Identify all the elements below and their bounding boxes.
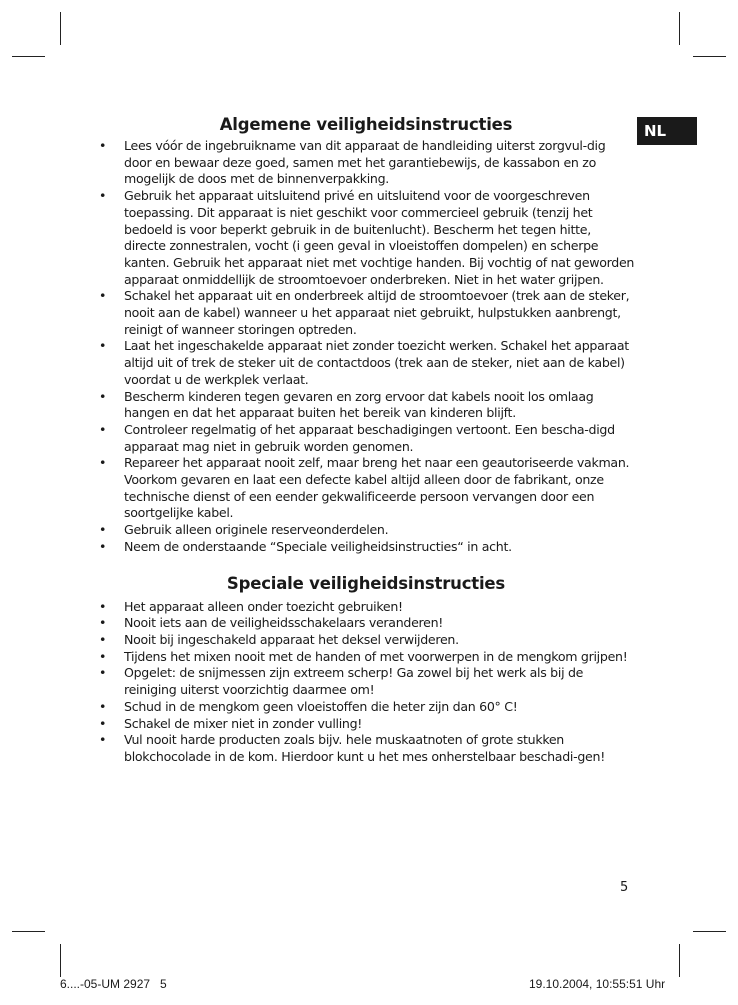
list-item-text: Nooit bij ingeschakeld apparaat het deksel verwijderen. — [124, 631, 459, 647]
list-item — [96, 599, 636, 616]
bullet-icon: • — [99, 732, 107, 748]
crop-mark — [693, 56, 726, 57]
general-safety-list — [96, 138, 636, 556]
footer-file-info: 6....-05-UM 2927 5 — [60, 977, 167, 991]
list-item — [96, 338, 636, 388]
list-item-text: Lees vóór de ingebruikname van dit apparaat de handleiding uiterst zorgvul-dig door en bewaar deze goed, samen met het garantiebewijs, de kassabon en zo mogelijk de doos met de binnenverpakking. — [124, 138, 606, 187]
page-content — [96, 113, 636, 766]
crop-mark — [12, 931, 45, 932]
footer-timestamp: 19.10.2004, 10:55:51 Uhr — [529, 977, 666, 991]
list-item-text: Schakel de mixer niet in zonder vulling! — [124, 715, 363, 731]
list-item-text: Laat het ingeschakelde apparaat niet zonder toezicht werken. Schakel het apparaat altijd uit of trek de steker uit de contactdoos (trek aan de steker, niet aan de kabel) voordat u de werkplek verlaat. — [124, 338, 629, 387]
bullet-icon: • — [99, 138, 107, 153]
list-item-text: Bescherm kinderen tegen gevaren en zorg ervoor dat kabels nooit los omlaag hangen en dat het apparaat buiten het bereik van kinderen blijft. — [124, 388, 594, 421]
bullet-icon: • — [99, 338, 107, 354]
list-item — [96, 188, 636, 288]
general-safety-heading: Algemene veiligheidsinstructies — [219, 115, 513, 134]
bullet-icon: • — [99, 648, 107, 664]
list-item — [96, 288, 636, 338]
bullet-icon: • — [99, 615, 107, 631]
list-item-text: Nooit iets aan de veiligheidsschakelaars veranderen! — [124, 615, 444, 631]
list-item — [96, 455, 636, 522]
bullet-icon: • — [99, 698, 107, 714]
list-item-text: Gebruik alleen originele reserveonderdelen. — [124, 522, 389, 538]
bullet-icon: • — [99, 522, 107, 538]
crop-mark — [60, 12, 61, 45]
special-safety-list — [96, 599, 636, 766]
bullet-icon: • — [99, 631, 107, 647]
list-item-text: Vul nooit harde producten zoals bijv. hele muskaatnoten of grote stukken blokchocolade in de kom. Hierdoor kunt u het mes onherstelbaar beschadi-gen! — [124, 732, 605, 764]
list-item-text: Repareer het apparaat nooit zelf, maar breng het naar een geautoriseerde vakman. Voorkom gevaren en laat een defecte kabel altijd alleen door de fabrikant, onze technische dienst of een eender gekwalificeerde persoon vervangen door een soortgelijke kabel. — [124, 455, 630, 521]
list-item-text: Schud in de mengkom geen vloeistoffen die heter zijn dan 60° C! — [124, 698, 518, 714]
bullet-icon: • — [99, 288, 107, 304]
list-item-text: Tijdens het mixen nooit met de handen of met voorwerpen in de mengkom grijpen! — [124, 648, 628, 664]
bullet-icon: • — [99, 598, 107, 614]
bullet-icon: • — [99, 421, 107, 437]
bullet-icon: • — [99, 188, 107, 204]
list-item-text: Gebruik het apparaat uitsluitend privé en uitsluitend voor de voorgeschreven toepassing. Dit apparaat is niet geschikt voor commercieel gebruik (tenzij het bedoeld is voor beperkt gebruik in de buitenlucht). Bescherm het tegen hitte, directe zonnestralen, vocht (i geen geval in vloeistoffen dompelen) en scherpe kanten. Gebruik het apparaat niet met vochtige handen. Bij vochtig of nat geworden apparaat onmiddellijk de stroomtoevoer onderbreken. Niet in het water grijpen. — [124, 188, 635, 287]
bullet-icon: • — [99, 388, 107, 404]
list-item — [96, 522, 636, 539]
list-item — [96, 665, 636, 698]
list-item — [96, 539, 636, 556]
list-item — [96, 716, 636, 733]
crop-mark — [60, 944, 61, 977]
list-item — [96, 615, 636, 632]
list-item-text: Schakel het apparaat uit en onderbreek altijd de stroomtoevoer (trek aan de steker, nooit aan de kabel) wanneer u het apparaat niet gebruikt, hulpstukken aanbrengt, reinigt of wanneer storingen optreden. — [124, 288, 630, 337]
bullet-icon: • — [99, 538, 107, 554]
list-item — [96, 389, 636, 422]
page-number: 5 — [620, 880, 629, 895]
language-tab: NL — [637, 117, 697, 145]
list-item — [96, 138, 636, 188]
list-item — [96, 422, 636, 455]
special-safety-heading: Speciale veiligheidsinstructies — [226, 573, 506, 593]
bullet-icon: • — [99, 715, 107, 731]
list-item — [96, 632, 636, 649]
bullet-icon: • — [99, 455, 107, 471]
list-item — [96, 649, 636, 666]
crop-mark — [12, 56, 45, 57]
crop-mark — [679, 12, 680, 45]
list-item-text: Het apparaat alleen onder toezicht gebruiken! — [124, 598, 403, 614]
list-item — [96, 699, 636, 716]
crop-mark — [679, 944, 680, 977]
crop-mark — [693, 931, 726, 932]
bullet-icon: • — [99, 665, 107, 681]
list-item-text: Opgelet: de snijmessen zijn extreem scherp! Ga zowel bij het werk als bij de reiniging uiterst voorzichtig daarmee om! — [124, 665, 584, 698]
list-item — [96, 732, 636, 765]
list-item-text: Neem de onderstaande “Speciale veiligheidsinstructies“ in acht. — [124, 538, 512, 554]
list-item-text: Controleer regelmatig of het apparaat beschadigingen vertoont. Een bescha-digd apparaat mag niet in gebruik worden genomen. — [124, 421, 615, 454]
